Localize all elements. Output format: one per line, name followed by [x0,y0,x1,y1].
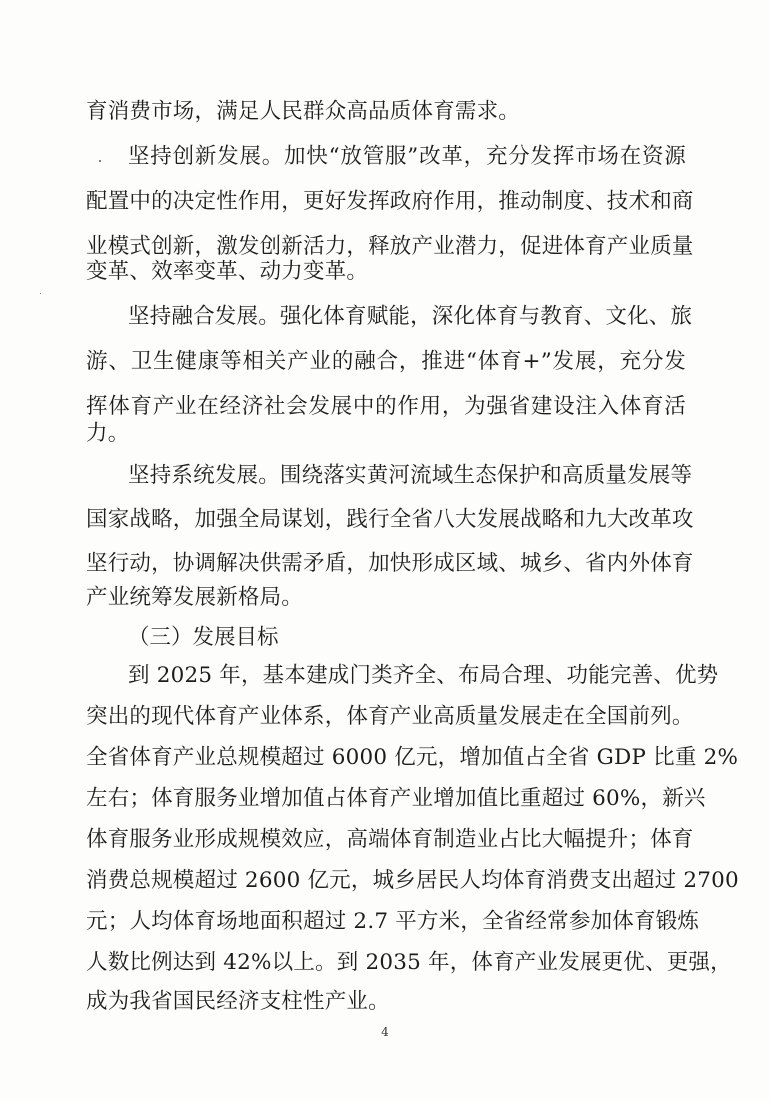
paragraph-line: 元；人均体育场地面积超过 2.7 平方米，全省经常参加体育锻炼 [86,909,700,934]
paragraph-line: 育消费市场，满足人民群众高品质体育需求。 [86,99,521,124]
page-number: 4 [381,1025,389,1039]
paragraph-line: 业模式创新，激发创新活力，释放产业潜力，促进体育产业质量 [86,234,694,259]
paragraph-line: 成为我省国民经济支柱性产业。 [86,989,390,1014]
paragraph-line: 国家战略，加强全局谋划，践行全省八大发展战略和九大改革攻 [86,507,694,532]
paragraph-line: 变革、效率变革、动力变革。 [86,259,369,284]
paragraph-line: 挥体育产业在经济社会发展中的作用，为强省建设注入体育活 [86,394,686,419]
paragraph-line: 消费总规模超过 2600 亿元，城乡居民人均体育消费支出超过 2700 [86,868,739,893]
scan-speck [40,293,41,294]
paragraph-line: 人数比例达到 42%以上。到 2035 年，体育产业发展更优、更强， [86,950,732,975]
paragraph-line: 全省体育产业总规模超过 6000 亿元，增加值占全省 GDP 比重 2% [86,745,739,770]
scan-speck [99,160,101,162]
paragraph-line: 坚行动，协调解决供需矛盾，加快形成区域、城乡、省内外体育 [86,551,694,576]
paragraph-line: 力。 [86,421,130,446]
paragraph-line: 配置中的决定性作用，更好发挥政府作用，推动制度、技术和商 [86,189,694,214]
paragraph-line: 坚持系统发展。围绕落实黄河流域生态保护和高质量发展等 [128,463,693,488]
paragraph-line: 产业统筹发展新格局。 [86,585,304,610]
paragraph-line: 突出的现代体育产业体系，体育产业高质量发展走在全国前列。 [86,704,694,729]
paragraph-line: 体育服务业形成规模效应，高端体育制造业占比大幅提升；体育 [86,827,694,852]
paragraph-line: 到 2025 年，基本建成门类齐全、布局合理、功能完善、优势 [128,663,719,688]
section-heading: （三）发展目标 [128,625,279,650]
paragraph-line: 坚持创新发展。加快“放管服”改革，充分发挥市场在资源 [128,144,686,169]
paragraph-line: 游、卫生健康等相关产业的融合，推进“体育+”发展，充分发 [86,349,686,374]
paragraph-line: 坚持融合发展。强化体育赋能，深化体育与教育、文化、旅 [128,304,693,329]
paragraph-line: 左右；体育服务业增加值占体育产业增加值比重超过 60%，新兴 [86,786,706,811]
